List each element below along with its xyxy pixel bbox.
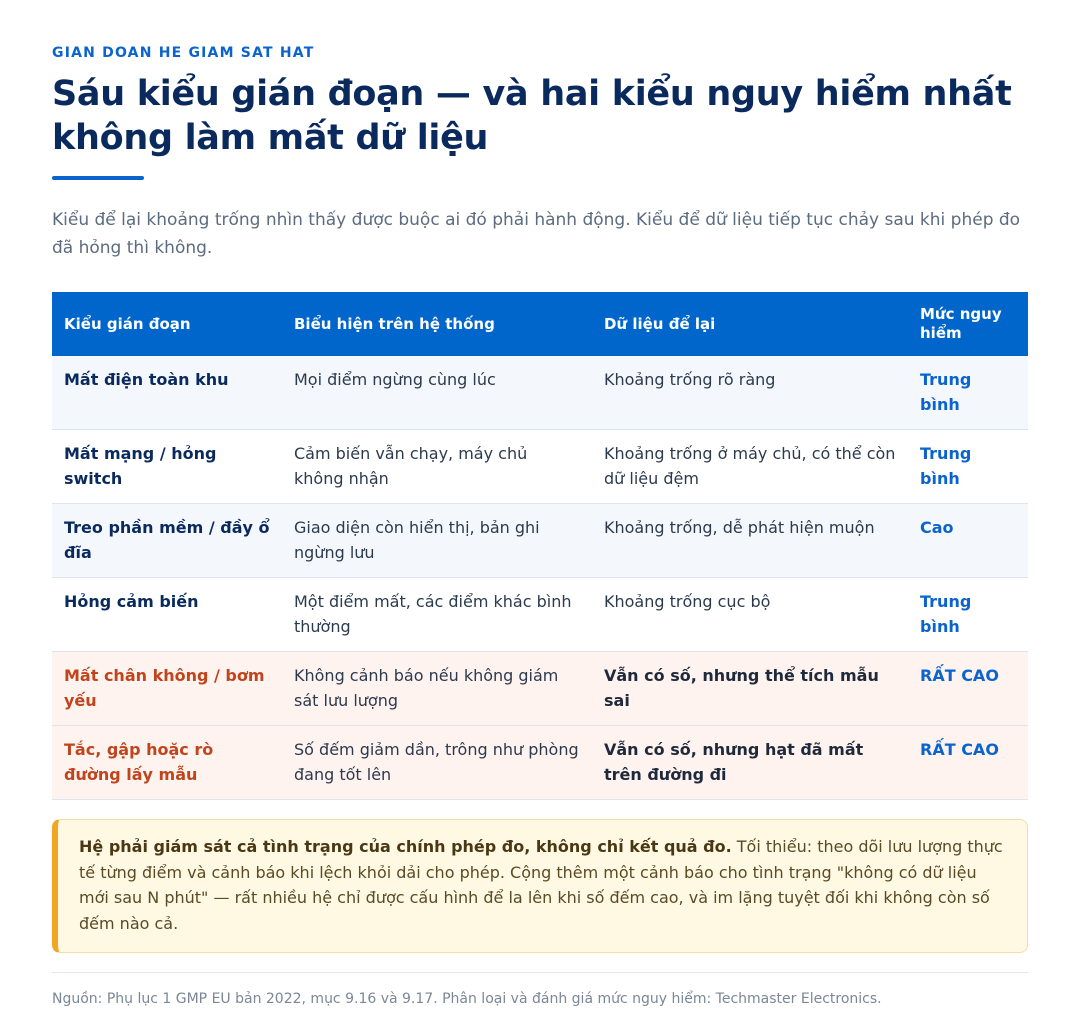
- cell-severity: Trung bình: [908, 430, 1028, 504]
- table-header-row: [52, 292, 1028, 356]
- cell-severity: Cao: [908, 504, 1028, 578]
- cell-severity: Trung bình: [908, 578, 1028, 652]
- table-row: [52, 578, 1028, 652]
- cell-symptom: Mọi điểm ngừng cùng lúc: [282, 356, 592, 430]
- warning-callout: [52, 819, 1028, 953]
- table-row: [52, 430, 1028, 504]
- cell-symptom: Không cảnh báo nếu không giám sát lưu lượng: [282, 652, 592, 726]
- cell-mode: Treo phần mềm / đầy ổ đĩa: [52, 504, 282, 578]
- cell-severity: RẤT CAO: [908, 652, 1028, 726]
- eyebrow-label: GIAN DOAN HE GIAM SAT HAT: [52, 45, 315, 61]
- source-note: Nguồn: Phụ lục 1 GMP EU bản 2022, mục 9.16 và 9.17. Phân loại và đánh giá mức nguy hiểm: Techmaster Electronics.: [52, 991, 882, 1007]
- title-underline: [52, 176, 144, 180]
- cell-severity: Trung bình: [908, 356, 1028, 430]
- cell-symptom: Giao diện còn hiển thị, bản ghi ngừng lưu: [282, 504, 592, 578]
- lead-paragraph: Kiểu để lại khoảng trống nhìn thấy được buộc ai đó phải hành động. Kiểu để dữ liệu tiếp tục chảy sau khi phép đo đã hỏng thì không.: [52, 210, 1021, 258]
- table-row: [52, 504, 1028, 578]
- cell-mode: Tắc, gập hoặc rò đường lấy mẫu: [52, 726, 282, 800]
- header-severity: Mức nguy hiểm: [908, 292, 1028, 356]
- cell-symptom: Một điểm mất, các điểm khác bình thường: [282, 578, 592, 652]
- table-row: [52, 356, 1028, 430]
- page-title: Sáu kiểu gián đoạn — và hai kiểu nguy hiểm nhất không làm mất dữ liệu: [52, 74, 1012, 158]
- cell-mode: Mất mạng / hỏng switch: [52, 430, 282, 504]
- cell-data: Khoảng trống cục bộ: [592, 578, 908, 652]
- table-row-critical: [52, 652, 1028, 726]
- cell-mode: Hỏng cảm biến: [52, 578, 282, 652]
- cell-mode: Mất điện toàn khu: [52, 356, 282, 430]
- cell-data: Vẫn có số, nhưng thể tích mẫu sai: [592, 652, 908, 726]
- cell-severity: RẤT CAO: [908, 726, 1028, 800]
- cell-symptom: Số đếm giảm dần, trông như phòng đang tốt lên: [282, 726, 592, 800]
- failure-modes-table: [52, 292, 1028, 800]
- cell-mode: Mất chân không / bơm yếu: [52, 652, 282, 726]
- cell-data: Khoảng trống ở máy chủ, có thể còn dữ liệu đệm: [592, 430, 908, 504]
- header-mode: Kiểu gián đoạn: [52, 292, 282, 356]
- table-row-critical: [52, 726, 1028, 800]
- header-data: Dữ liệu để lại: [592, 292, 908, 356]
- header-symptom: Biểu hiện trên hệ thống: [282, 292, 592, 356]
- cell-data: Khoảng trống rõ ràng: [592, 356, 908, 430]
- cell-data: Vẫn có số, nhưng hạt đã mất trên đường đi: [592, 726, 908, 800]
- callout-text: Tối thiểu: theo dõi lưu lượng thực tế từng điểm và cảnh báo khi lệch khỏi dải cho phép. Cộng thêm một cảnh báo cho tình trạng "không có dữ liệu mới sau N phút" — rất nhiều hệ chỉ được cấu hình để la lên khi số đếm cao, và im lặng tuyệt đối khi không còn số đếm nào cả.: [79, 837, 1003, 933]
- cell-data: Khoảng trống, dễ phát hiện muộn: [592, 504, 908, 578]
- divider: [52, 972, 1028, 973]
- cell-symptom: Cảm biến vẫn chạy, máy chủ không nhận: [282, 430, 592, 504]
- callout-strong: Hệ phải giám sát cả tình trạng của chính phép đo, không chỉ kết quả đo.: [79, 837, 732, 856]
